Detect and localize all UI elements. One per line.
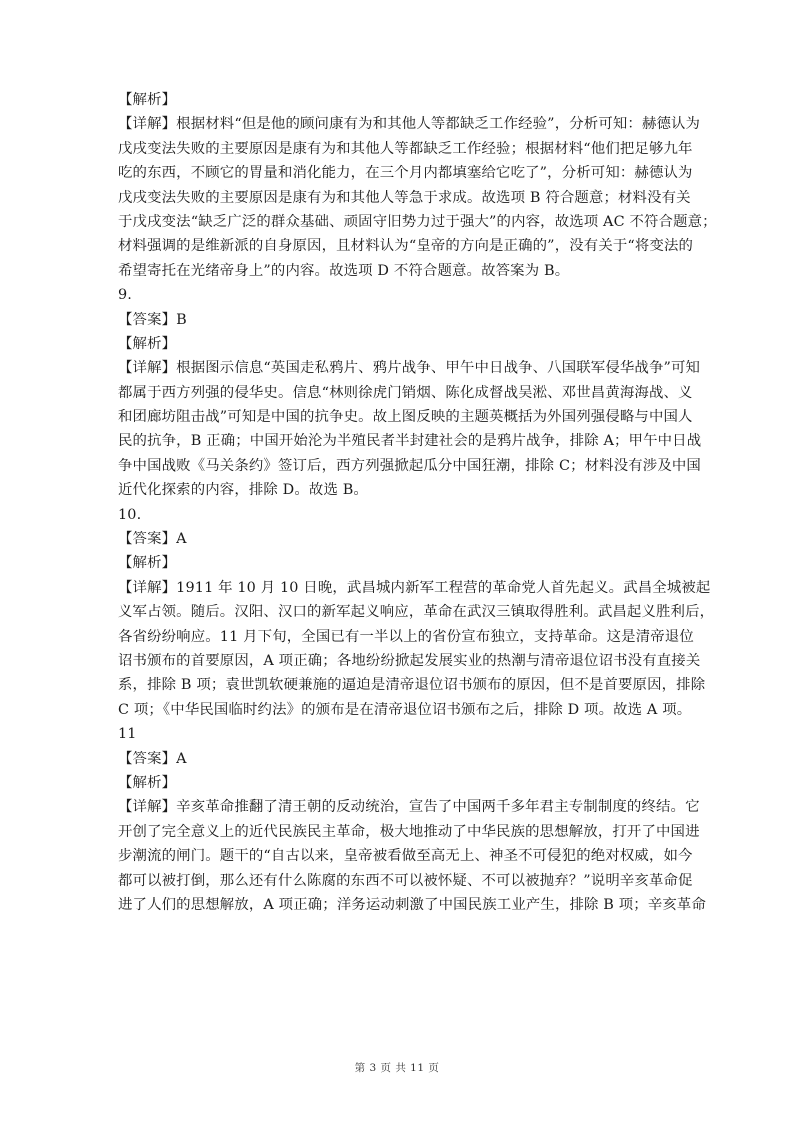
- text-line: 【详解】1911 年 10 月 10 日晚，武昌城内新军工程营的革命党人首先起义。武昌全城被起: [118, 579, 711, 596]
- text-line: 步潮流的闸门。题干的“自古以来，皇帝被看做至高无上、神圣不可侵犯的绝对权威，如今: [118, 848, 693, 865]
- text-line: 诏书颁布的首要原因，A 项正确；各地纷纷掀起发展实业的热潮与清帝退位诏书没有直接关: [118, 652, 701, 669]
- text-line: 戊戌变法失败的主要原因是康有为和其他人等急于求成。故选项 B 符合题意；材料没有关: [118, 189, 691, 206]
- text-line: 系，排除 B 项；袁世凯软硬兼施的逼迫是清帝退位诏书颁布的原因，但不是首要原因，排除: [118, 677, 706, 694]
- question-number: 11: [118, 726, 137, 743]
- text-line: 进了人们的思想解放，A 项正确；洋务运动刺激了中国民族工业产生，排除 B 项；辛亥革命: [118, 896, 706, 913]
- text-line: 争中国战败《马关条约》签订后，西方列强掀起瓜分中国狂潮，排除 C；材料没有涉及中国: [118, 457, 701, 474]
- text-line: 义军占领。随后。汉阳、汉口的新军起义响应，革命在武汉三镇取得胜利。武昌起义胜利后，: [118, 604, 715, 621]
- text-line: 材料强调的是维新派的自身原因，且材料认为“皇帝的方向是正确的”，没有关于“将变法的: [118, 238, 694, 255]
- text-line: 【解析】: [118, 92, 177, 108]
- text-line: 近代化探索的内容，排除 D。故选 B。: [118, 482, 368, 499]
- page-body: [118, 88, 717, 917]
- page-footer: 第 3 页 共 11 页: [354, 1062, 440, 1074]
- question-number: 9.: [118, 287, 133, 304]
- text-line: 和团廊坊阻击战”可知是中国的抗争史。故上图反映的主题英概括为外国列强侵略与中国人: [118, 409, 693, 426]
- text-line: 戊戌变法失败的主要原因是康有为和其他人等都缺乏工作经验；根据材料“他们把足够九年: [118, 140, 693, 157]
- text-line: 都属于西方列强的侵华史。信息“林则徐虎门销烟、陈化成督战吴淞、邓世昌黄海海战、义: [118, 384, 693, 401]
- text-line: 民的抗争，B 正确；中国开始沦为半殖民者半封建社会的是鸦片战争，排除 A；甲午中日战: [118, 433, 702, 450]
- answer-line: 【答案】B: [118, 311, 187, 328]
- answer-line: 【答案】A: [118, 750, 187, 767]
- text-line: 开创了完全意义上的近代民族民主革命，极大地推动了中华民族的思想解放，打开了中国进: [118, 823, 700, 840]
- text-line: 希望寄托在光绪帝身上”的内容。故选项 D 不符合题意。故答案为 B。: [118, 262, 570, 279]
- text-line: 【详解】根据图示信息“英国走私鸦片、鸦片战争、甲午中日战争、八国联军侵华战争”可知: [118, 360, 701, 377]
- text-line: 【详解】辛亥革命推翻了清王朝的反动统治，宣告了中国两千多年君主专制制度的终结。它: [118, 799, 700, 816]
- text-line: 吃的东西，不顾它的胃量和消化能力，在三个月内都填塞给它吃了”，分析可知：赫德认为: [118, 165, 693, 182]
- analysis-heading: 【解析】: [118, 774, 177, 791]
- text-line: C 项；《中华民国临时约法》的颁布是在清帝退位诏书颁布之后，排除 D 项。故选 A 项。: [118, 701, 692, 718]
- text-line: 于戊戌变法“缺乏广泛的群众基础、顽固守旧势力过于强大”的内容，故选项 AC 不符合题意；: [118, 213, 717, 230]
- answer-line: 【答案】A: [118, 531, 187, 548]
- text-line: 都可以被打倒，那么还有什么陈腐的东西不可以被怀疑、不可以被抛弃？”说明辛亥革命促: [118, 872, 693, 889]
- question-number: 10.: [118, 506, 142, 523]
- text-line: 【详解】根据材料“但是他的顾问康有为和其他人等都缺乏工作经验”，分析可知：赫德认为: [118, 116, 701, 133]
- analysis-heading: 【解析】: [118, 335, 177, 352]
- text-line: 各省纷纷响应。11 月下旬，全国已有一半以上的省份宣布独立，支持革命。这是清帝退位: [118, 628, 694, 645]
- analysis-heading: 【解析】: [118, 555, 177, 572]
